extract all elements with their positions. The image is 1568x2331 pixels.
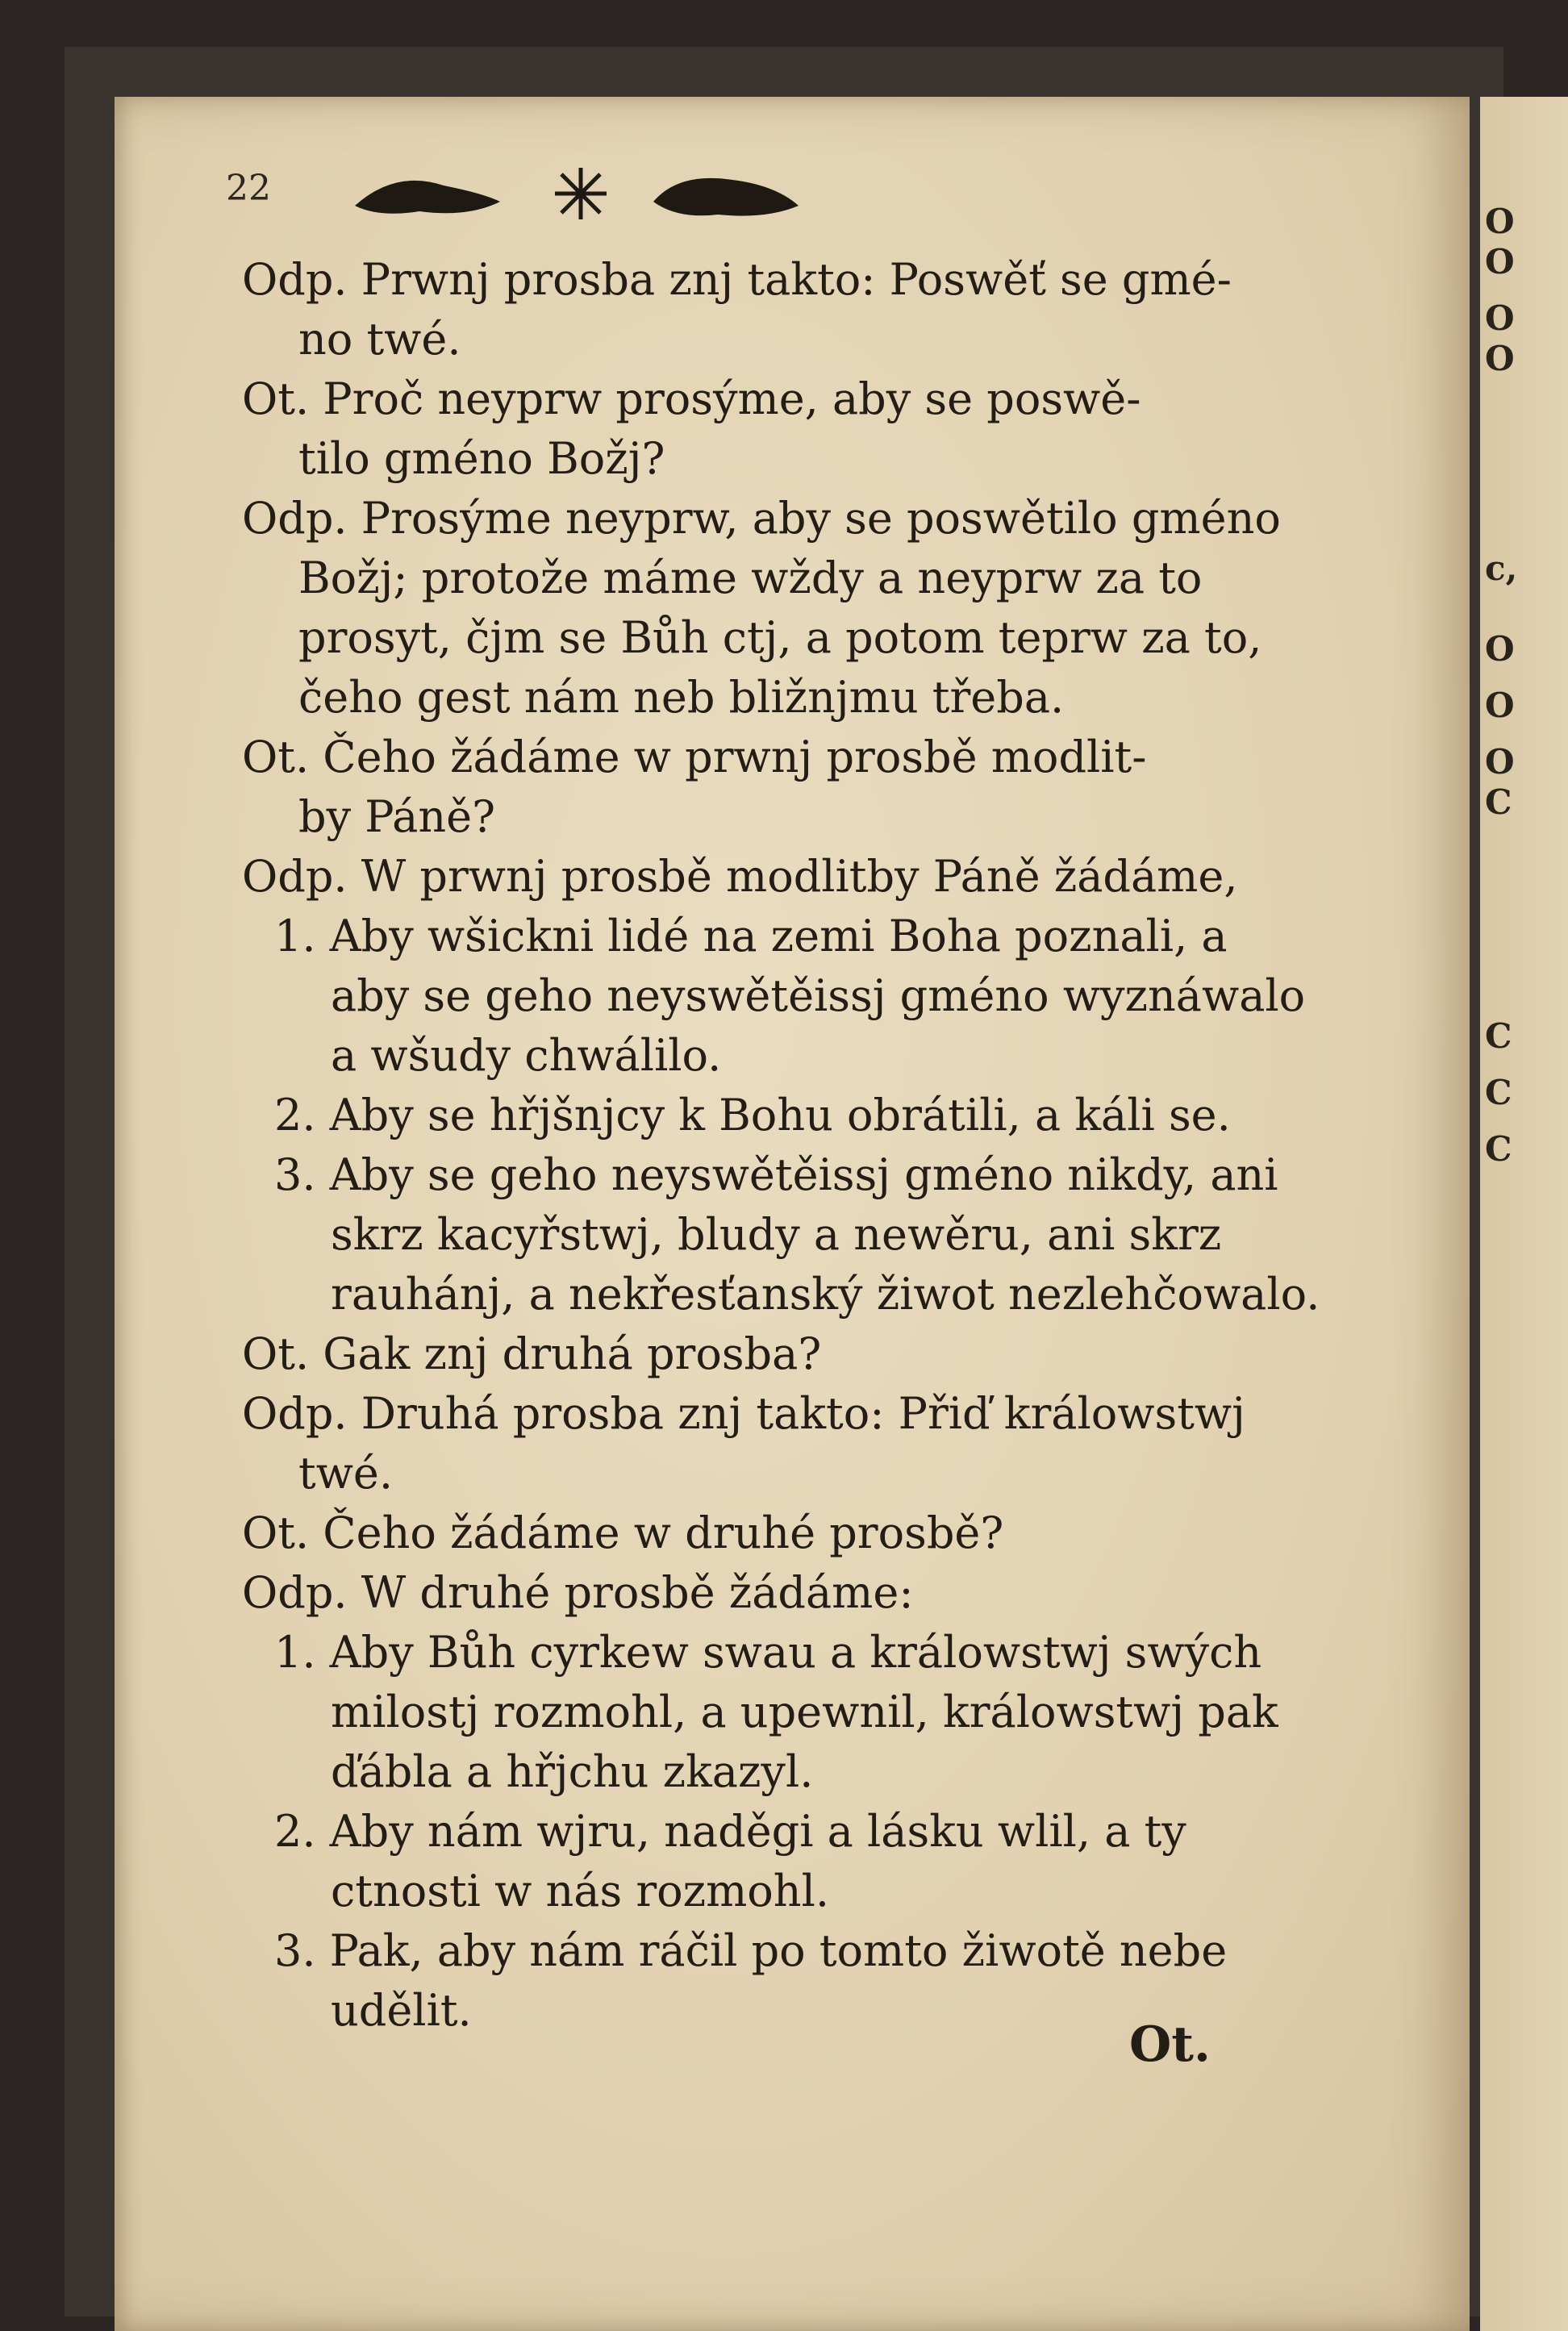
text-line: Ot. Čeho žádáme w prwnj prosbě modlit-	[242, 732, 1147, 782]
text-line: Božj; protože máme wždy a neyprw za to	[298, 553, 1203, 603]
text-line: tilo gméno Božj?	[298, 433, 665, 484]
text-line: milostj rozmohl, a upewnil, králowstwj pak	[331, 1687, 1278, 1737]
text-line: Odp. W druhé prosbě žádáme:	[242, 1567, 914, 1618]
text-line: by Páně?	[298, 791, 496, 842]
text-line: 3. Pak, aby nám ráčil po tomto žiwotě nebe	[274, 1925, 1228, 1976]
right-ornament-icon	[645, 161, 807, 226]
facing-page-fragment: O	[1485, 742, 1515, 782]
text-line: twé.	[298, 1448, 394, 1499]
facing-page-fragment: C	[1485, 1016, 1512, 1056]
facing-page-fragment: O	[1485, 629, 1515, 669]
facing-page-edge	[1480, 97, 1568, 2331]
text-line: Ot. Čeho žádáme w druhé prosbě?	[242, 1507, 1004, 1558]
text-line: Odp. Prosýme neyprw, aby se poswětilo gméno	[242, 493, 1281, 544]
text-line: Odp. Prwnj prosba znj takto: Poswěť se gmé-	[242, 254, 1232, 305]
left-ornament-icon	[347, 161, 508, 226]
asterisk-ornament-icon	[548, 161, 613, 226]
text-line: skrz kacyřstwj, bludy a newěru, ani skrz	[331, 1209, 1222, 1260]
text-line: udělit.	[331, 1985, 472, 2036]
text-line: no twé.	[298, 314, 461, 365]
text-line: 1. Aby Bůh cyrkew swau a králowstwj swých	[274, 1627, 1262, 1678]
text-line: Ot. Gak znj druhá prosba?	[242, 1328, 822, 1379]
text-line: 2. Aby se hřjšnjcy k Bohu obrátili, a káli se.	[274, 1090, 1231, 1140]
facing-page-fragment: O	[1485, 298, 1515, 338]
text-line: Odp. Druhá prosba znj takto: Přiď králowstwj	[242, 1388, 1245, 1439]
facing-page-fragment: O	[1485, 339, 1515, 378]
text-line: rauhánj, a nekřesťanský žiwot nezlehčowalo.	[331, 1269, 1320, 1320]
text-line: Odp. W prwnj prosbě modlitby Páně žádáme,	[242, 851, 1238, 902]
text-line: Ot. Proč neyprw prosýme, aby se poswě-	[242, 373, 1141, 424]
facing-page-fragment: C	[1485, 782, 1512, 822]
facing-page-fragment: C	[1485, 1073, 1512, 1112]
facing-page-fragment: O	[1485, 686, 1515, 725]
facing-page-fragment: O	[1485, 202, 1515, 241]
facing-page-fragment: O	[1485, 242, 1515, 281]
text-line: 3. Aby se geho neyswětěissj gméno nikdy, ani	[274, 1149, 1278, 1200]
text-line: 1. Aby wšickni lidé na zemi Boha poznali, a	[274, 911, 1228, 961]
text-line: a wšudy chwálilo.	[331, 1030, 722, 1081]
page-text	[242, 250, 1323, 2041]
text-line: čeho gest nám neb bližnjmu třeba.	[298, 672, 1065, 723]
facing-page-fragment: c,	[1485, 548, 1518, 588]
facing-page-fragment: C	[1485, 1129, 1512, 1169]
text-line: ctnosti w nás rozmohl.	[331, 1866, 830, 1916]
text-line: ďábla a hřjchu zkazyl.	[331, 1746, 814, 1797]
text-line: aby se geho neyswětěissj gméno wyznáwalo	[331, 970, 1306, 1021]
text-line: 2. Aby nám wjru, naděgi a lásku wlil, a ty	[274, 1806, 1186, 1857]
catchword: Ot.	[1129, 2016, 1211, 2073]
page-header	[226, 161, 1113, 226]
page-number: 22	[226, 168, 271, 209]
text-line: prosyt, čjm se Bůh ctj, a potom teprw za to,	[298, 612, 1262, 663]
